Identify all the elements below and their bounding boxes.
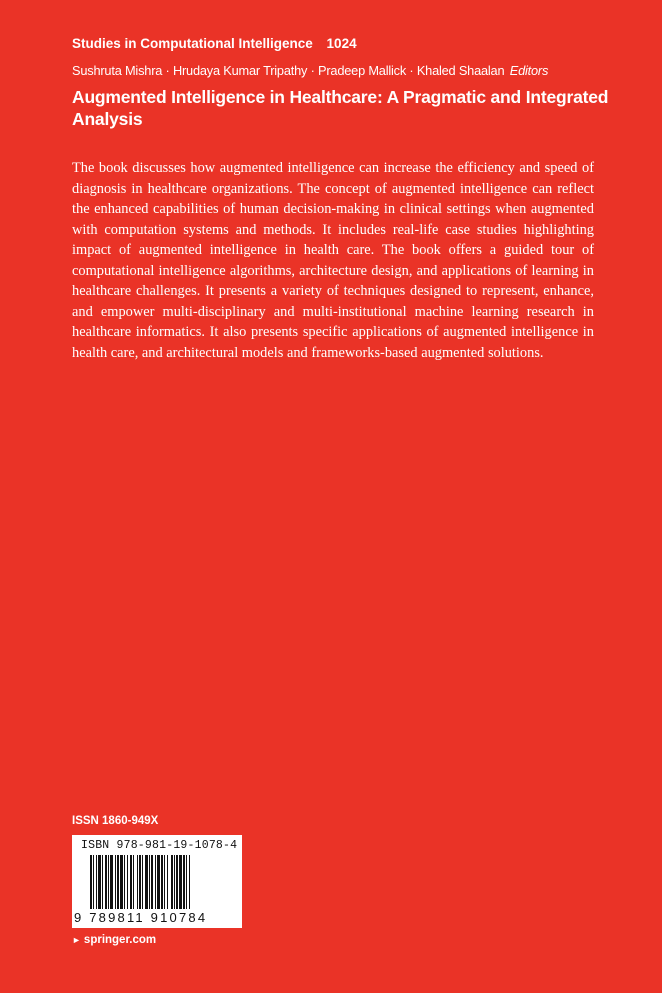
barcode-bar [145,855,148,909]
barcode-bar [137,855,138,909]
barcode-bar [110,855,113,909]
barcode-bar [130,855,132,909]
isbn-digits: 9 789811 910784 [74,910,208,925]
book-description: The book discusses how augmented intelligence can increase the efficiency and speed of diagnosis in healthcare organizations. The concept of augmented intelligence can reflect the enhanced capabilities of human decision-making in clinical settings when augmented with computation systems and methods. It includes real-life case studies highlighting impact of augmented intelligence in health care. The book offers a guided tour of computational intelligence algorithms, architecture design, and applications of learning in healthcare challenges. It presents a variety of techniques designed to represent, enhance, and empower multi-disciplinary and multi-institutional machine learning research in healthcare informatics. It also presents specific applications of augmented intelligence in health care, and architectural models and frameworks-based augmented solutions. [72,160,594,361]
publisher-link[interactable] [72,934,156,946]
barcode-bar [189,855,190,909]
barcode-bar [161,855,163,909]
barcode-bar [149,855,150,909]
barcode-bar [151,855,153,909]
barcode-bar [157,855,160,909]
barcode-bar [115,855,116,909]
barcode-bar [124,855,125,909]
series-line [72,36,357,51]
barcode-bar [93,855,94,909]
series-number: 1024 [326,36,357,51]
barcode-bar [155,855,156,909]
editor-names: Sushruta Mishra · Hrudaya Kumar Tripathy · Pradeep Mallick · Khaled Shaalan [72,63,505,78]
barcode-bar [127,855,128,909]
series-name: Studies in Computational Intelligence [72,36,313,51]
barcode-bar [164,855,165,909]
barcode-bar [167,855,168,909]
barcode-bar [176,855,178,909]
barcode-bar [90,855,92,909]
barcode-bar [105,855,107,909]
publisher-url: springer.com [83,934,157,946]
editors-role: Editors [509,63,549,78]
barcode-bar [183,855,185,909]
barcode-bar [98,855,101,909]
editors-line [72,63,548,78]
barcode-bar [186,855,187,909]
barcode-bar [120,855,123,909]
barcode-bar [117,855,119,909]
barcode-bar [171,855,173,909]
arrow-icon: ► [72,935,81,945]
barcode [72,835,242,928]
barcode-bar [96,855,97,909]
barcode-bar [108,855,109,909]
barcode-bar [174,855,175,909]
barcode-bars [90,855,225,909]
barcode-bar [139,855,141,909]
issn: ISSN 1860-949X [72,815,159,827]
isbn-label: ISBN 978-981-19-1078-4 [81,839,238,852]
book-title: Augmented Intelligence in Healthcare: A Pragmatic and Integrated Analysis [72,87,609,129]
barcode-bar [102,855,103,909]
barcode-bar [142,855,143,909]
barcode-bar [133,855,134,909]
barcode-bar [179,855,182,909]
